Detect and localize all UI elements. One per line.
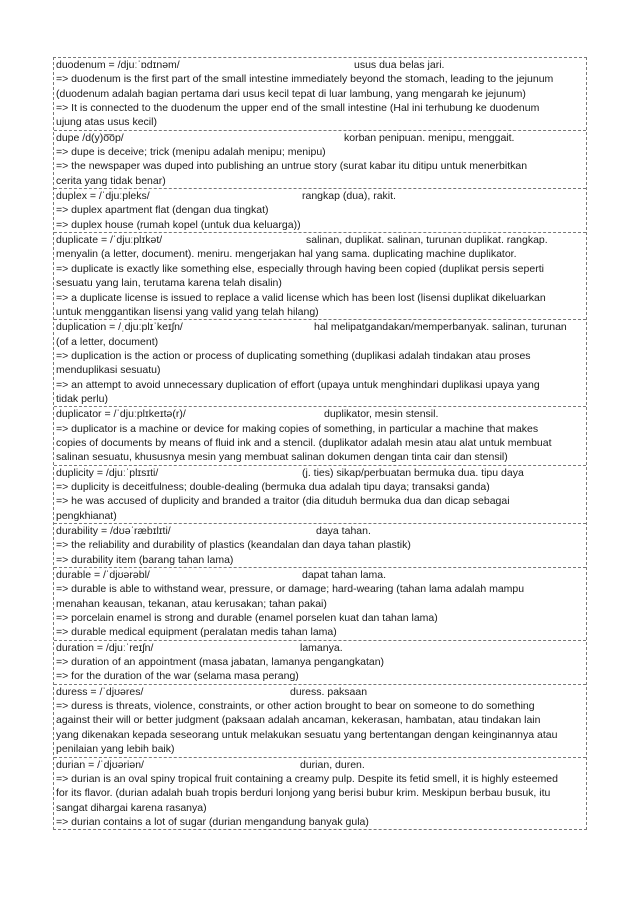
entry-text-line: => duplex apartment flat (dengan dua tingkat) [56, 204, 269, 217]
entry-headline [56, 524, 586, 538]
entry-text-line: => duplicator is a machine or device for making copies of something, in particular a machine that makes [56, 422, 539, 435]
entry-text-line: => the reliability and durability of plastics (keandalan dan daya tahan plastik) [56, 539, 411, 552]
entry-headline [56, 58, 586, 72]
dictionary-entry [54, 685, 586, 758]
entry-headline [56, 466, 586, 480]
entry-text-line: tidak perlu) [56, 392, 108, 405]
entry-text-line: penilaian yang lebih baik) [56, 743, 175, 756]
entry-text-line: menahan keausan, tekanan, atau kerusakan; tahan pakai) [56, 597, 327, 610]
entry-text-line: menyalin (a letter, document). meniru. mengerjakan hal yang sama. duplicating machine duplikator. [56, 248, 517, 261]
entry-term: duplicate = /ˈdjuːplɪkət/ [56, 234, 163, 247]
dictionary-entry [54, 189, 586, 233]
entry-text-line: menduplikasi sesuatu) [56, 364, 161, 377]
entry-text-line: => an attempt to avoid unnecessary duplication of effort (upaya untuk menghindari duplikasi upaya yang [56, 378, 540, 391]
entry-text-line: sesuatu yang lain, terutama karena telah disalin) [56, 277, 282, 290]
entry-text-line: sangat dihargai karena rasanya) [56, 801, 207, 814]
entry-gloss: lamanya. [300, 641, 343, 654]
entry-term: dupe /d(y)o͞op/ [56, 131, 124, 144]
entry-text-line: => It is connected to the duodenum the upper end of the small intestine (Hal ini terhubung ke duodenum [56, 102, 540, 115]
entry-headline [56, 568, 586, 582]
entry-text-line: => duodenum is the first part of the small intestine immediately beyond the stomach, leading to the jejunum [56, 73, 554, 86]
entry-headline [56, 758, 586, 772]
entry-text-line: => durable is able to withstand wear, pressure, or damage; hard-wearing (tahan lama adalah mampu [56, 583, 525, 596]
dictionary-entry [54, 758, 586, 830]
entry-text-line: => duration of an appointment (masa jabatan, lamanya pengangkatan) [56, 656, 385, 669]
entry-gloss: duplikator, mesin stensil. [324, 408, 439, 421]
entry-text-line: => durian is an oval spiny tropical fruit containing a creamy pulp. Despite its fetid smell, it is highly esteemed [56, 772, 558, 785]
entry-text-line: => duplicity is deceitfulness; double-dealing (bermuka dua adalah tipu daya; transaksi ganda) [56, 480, 490, 493]
entry-headline [56, 641, 586, 655]
entry-text-line: cerita yang tidak benar) [56, 174, 166, 187]
dictionary-entry [54, 58, 586, 131]
entry-text-line: => for the duration of the war (selama masa perang) [56, 670, 299, 683]
entry-headline [56, 685, 586, 699]
entry-text-line: => durable medical equipment (peralatan medis tahan lama) [56, 626, 337, 639]
entry-headline [56, 233, 586, 247]
entry-text-line: => duplex house (rumah kopel (untuk dua keluarga)) [56, 218, 301, 231]
entry-text-line: salinan sesuatu, khususnya mesin yang membuat salinan dokumen dengan tinta cair dan stensil) [56, 451, 508, 464]
entry-text-line: against their will or better judgment (paksaan adalah ancaman, kekerasan, hambatan, atau tindakan lain [56, 714, 541, 727]
entry-term: durable = /ˈdjʊərəbl/ [56, 569, 150, 582]
entry-gloss: salinan, duplikat. salinan, turunan duplikat. rangkap. [306, 234, 548, 247]
entry-term: duplicator = /ˈdjuːplɪkeɪtə(r)/ [56, 408, 186, 421]
entry-text-line: ujung atas usus kecil) [56, 116, 157, 129]
entry-gloss: korban penipuan. menipu, menggait. [344, 131, 515, 144]
entry-headline [56, 189, 586, 203]
entry-text-line: yang dikenakan kepada seseorang untuk melakukan sesuatu yang bertentangan dengan keinginannya atau [56, 728, 558, 741]
dictionary-entry [54, 568, 586, 641]
entry-headline [56, 407, 586, 421]
entry-text-line: => he was accused of duplicity and branded a traitor (dia dituduh bermuka dua dan dicap sebagai [56, 495, 510, 508]
entry-text-line: => durian contains a lot of sugar (durian mengandung banyak gula) [56, 815, 369, 828]
entry-term: duplication = /ˌdjuːplɪˈkeɪʃn/ [56, 321, 183, 334]
entry-headline [56, 320, 586, 334]
entry-term: duration = /djuːˈreɪʃn/ [56, 641, 154, 654]
entry-gloss: rangkap (dua), rakit. [302, 190, 396, 203]
entry-gloss: usus dua belas jari. [354, 59, 445, 71]
entry-text-line: => durability item (barang tahan lama) [56, 553, 234, 566]
entry-text-line: => porcelain enamel is strong and durable (enamel porselen kuat dan tahan lama) [56, 612, 438, 625]
entry-text-line: copies of documents by means of fluid ink and a stencil. (duplikator adalah mesin atau alat untuk membuat [56, 436, 552, 449]
dictionary-entries [53, 57, 587, 830]
entry-text-line: for its flavor. (durian adalah buah tropis berduri lonjong yang berisi bubur krim. Meskipun berbau busuk, itu [56, 787, 551, 800]
entry-term: durian = /ˈdjʊəriən/ [56, 758, 144, 771]
dictionary-entry [54, 233, 586, 320]
entry-term: duodenum = /djuːˈɒdɪnəm/ [56, 59, 180, 71]
entry-term: durability = /dʊəˈræbɪlɪti/ [56, 525, 171, 537]
entry-gloss: daya tahan. [316, 525, 371, 537]
entry-text-line: pengkhianat) [56, 509, 117, 522]
entry-text-line: => duplication is the action or process of duplicating something (duplikasi adalah tindakan atau proses [56, 349, 531, 362]
entry-gloss: (j. ties) sikap/perbuatan bermuka dua. tipu daya [302, 466, 524, 479]
entry-text-line: (duodenum adalah bagian pertama dari usus kecil tepat di luar lambung, yang mengarah ke jejunum) [56, 87, 526, 100]
entry-text-line: => duplicate is exactly like something else, especially through having been copied (duplikat persis seperti [56, 262, 544, 275]
dictionary-entry [54, 466, 586, 524]
dictionary-entry [54, 131, 586, 189]
entry-gloss: durian, duren. [300, 758, 365, 771]
dictionary-entry [54, 641, 586, 685]
entry-term: duress = /ˈdjʊəres/ [56, 685, 144, 698]
entry-text-line: => a duplicate license is issued to replace a valid license which has been lost (lisensi duplikat dikeluarkan [56, 291, 546, 304]
entry-text-line: (of a letter, document) [56, 335, 159, 348]
entry-text-line: => the newspaper was duped into publishing an untrue story (surat kabar itu ditipu untuk menerbitkan [56, 160, 528, 173]
dictionary-entry [54, 407, 586, 465]
entry-gloss: dapat tahan lama. [302, 569, 387, 582]
entry-text-line: untuk menggantikan lisensi yang valid yang telah hilang) [56, 305, 319, 318]
entry-term: duplex = /ˈdjuːpleks/ [56, 190, 150, 203]
entry-headline [56, 131, 586, 145]
dictionary-entry [54, 524, 586, 568]
entry-gloss: duress. paksaan [290, 685, 368, 698]
entry-term: duplicity = /djuːˈplɪsɪti/ [56, 466, 159, 479]
entry-gloss: hal melipatgandakan/memperbanyak. salinan, turunan [314, 321, 567, 334]
entry-text-line: => duress is threats, violence, constraints, or other action brought to bear on someone to do something [56, 700, 535, 713]
entry-text-line: => dupe is deceive; trick (menipu adalah menipu; menipu) [56, 146, 326, 159]
dictionary-entry [54, 320, 586, 407]
